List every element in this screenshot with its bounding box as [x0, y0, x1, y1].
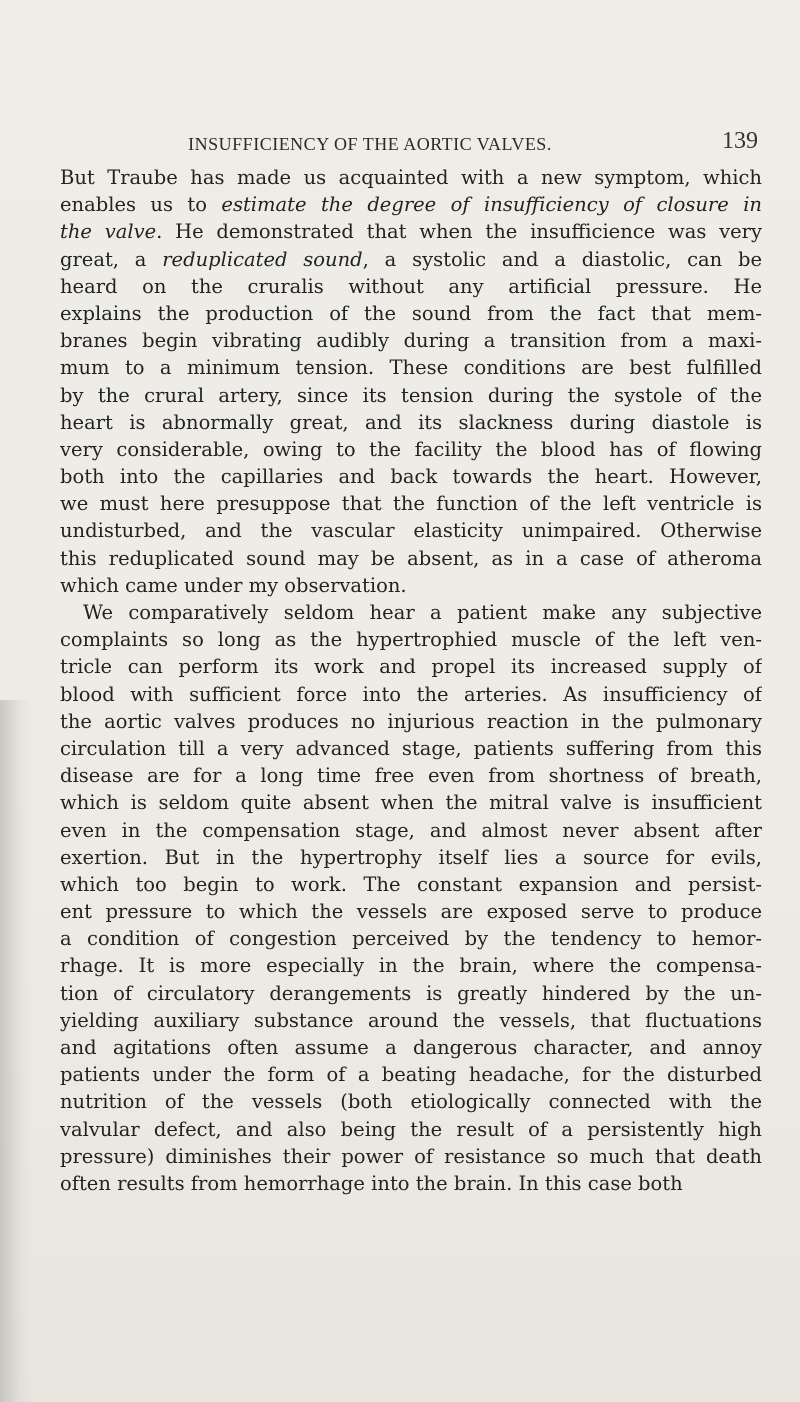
text-line — [60, 246, 762, 273]
page-header — [60, 128, 760, 162]
text-segment: pressure) diminishes their power of resistance so much that death — [60, 1144, 762, 1168]
text-line — [60, 1116, 762, 1143]
italic-text: reduplicated sound — [162, 247, 363, 271]
text-line — [60, 1007, 762, 1034]
text-line — [60, 273, 762, 300]
text-segment: we must here presuppose that the function of the left ventricle is — [60, 492, 762, 516]
text-segment: ent pressure to which the vessels are exposed serve to produce — [60, 900, 762, 924]
text-segment: the aortic valves produces no injurious reaction in the pulmonary — [60, 709, 762, 733]
text-line — [60, 653, 762, 680]
text-segment: explains the production of the sound from the fact that mem- — [60, 301, 762, 325]
text-segment: often results from hemorrhage into the brain. In this case both — [60, 1171, 683, 1195]
text-line — [60, 980, 762, 1007]
text-line — [60, 490, 762, 517]
text-segment: . He demonstrated that when the insufficience was very — [156, 220, 762, 244]
text-segment: complaints so long as the hypertrophied muscle of the left ven- — [60, 628, 762, 652]
text-segment: tricle can perform its work and propel its increased supply of — [60, 655, 762, 679]
text-segment: We comparatively seldom hear a patient make any subjective — [83, 601, 762, 624]
text-line — [60, 1034, 762, 1061]
text-line — [60, 871, 762, 898]
text-segment: blood with sufficient force into the arteries. As insufficiency of — [60, 682, 762, 706]
italic-text: the valve — [60, 220, 157, 244]
text-line — [60, 382, 762, 409]
text-line — [60, 517, 762, 544]
text-line — [60, 436, 762, 463]
text-segment: But Traube has made us acquainted with a new symptom, which — [60, 166, 762, 189]
text-segment: even in the compensation stage, and almost never absent after — [60, 818, 762, 842]
text-line — [60, 463, 762, 490]
text-segment: enables us to — [60, 193, 222, 217]
text-segment: heart is abnormally great, and its slackness during diastole is — [60, 410, 762, 434]
text-segment: patients under the form of a beating headache, for the disturbed — [60, 1063, 762, 1087]
text-segment: very considerable, owing to the facility the blood has of flowing — [60, 437, 762, 461]
body-text — [60, 164, 762, 1197]
text-segment: mum to a minimum tension. These conditions are best fulfilled — [60, 356, 762, 380]
text-segment: heard on the cruralis without any artificial pressure. He — [60, 274, 762, 298]
text-segment: tion of circulatory derangements is greatly hindered by the un- — [60, 981, 762, 1005]
page-number: 139 — [722, 128, 758, 154]
text-line — [60, 681, 762, 708]
text-line — [60, 409, 762, 436]
text-line — [60, 218, 762, 245]
text-segment: , a systolic and a diastolic, can be — [362, 247, 762, 271]
text-line — [60, 572, 762, 599]
text-line — [60, 925, 762, 952]
text-segment: which is seldom quite absent when the mitral valve is insufficient — [60, 791, 762, 815]
text-line — [60, 1088, 762, 1115]
text-line — [60, 599, 762, 626]
text-segment: circulation till a very advanced stage, patients suffering from this — [60, 736, 762, 760]
text-line — [60, 354, 762, 381]
text-segment: this reduplicated sound may be absent, as in a case of atheroma — [60, 546, 762, 570]
text-line — [60, 817, 762, 844]
text-segment: both into the capillaries and back towards the heart. However, — [60, 465, 762, 489]
text-line — [60, 952, 762, 979]
text-line — [60, 708, 762, 735]
text-segment: by the crural artery, since its tension during the systole of the — [60, 383, 762, 407]
text-segment: yielding auxiliary substance around the vessels, that fluctuations — [60, 1008, 762, 1032]
text-segment: branes begin vibrating audibly during a transition from a maxi- — [60, 329, 762, 353]
italic-text: estimate the degree of insufficiency of closure in — [221, 193, 762, 217]
page-edge-shadow — [0, 700, 32, 1402]
text-line — [60, 789, 762, 816]
text-line — [60, 1143, 762, 1170]
text-line — [60, 1170, 762, 1197]
text-line — [60, 327, 762, 354]
text-line — [60, 191, 762, 218]
text-segment: nutrition of the vessels (both etiologically connected with the — [60, 1090, 762, 1114]
text-segment: which too begin to work. The constant expansion and persist- — [60, 872, 762, 896]
text-line — [60, 1061, 762, 1088]
text-line — [60, 844, 762, 871]
text-line — [60, 898, 762, 925]
text-line — [60, 735, 762, 762]
text-segment: which came under my observation. — [60, 573, 407, 597]
text-line — [60, 626, 762, 653]
text-segment: undisturbed, and the vascular elasticity unimpaired. Otherwise — [60, 519, 762, 543]
text-segment: valvular defect, and also being the result of a persistently high — [60, 1117, 762, 1141]
text-line — [60, 300, 762, 327]
text-segment: exertion. But in the hypertrophy itself lies a source for evils, — [60, 845, 762, 869]
text-line — [60, 545, 762, 572]
text-segment: disease are for a long time free even from shortness of breath, — [60, 764, 762, 788]
text-segment: and agitations often assume a dangerous character, and annoy — [60, 1036, 762, 1059]
running-head: INSUFFICIENCY OF THE AORTIC VALVES. — [188, 134, 552, 154]
text-segment: a condition of congestion perceived by the tendency to hemor- — [60, 927, 762, 951]
text-line — [60, 762, 762, 789]
text-segment: rhage. It is more especially in the brain, where the compensa- — [60, 954, 762, 978]
text-line — [60, 164, 762, 191]
text-segment: great, a — [60, 247, 163, 271]
